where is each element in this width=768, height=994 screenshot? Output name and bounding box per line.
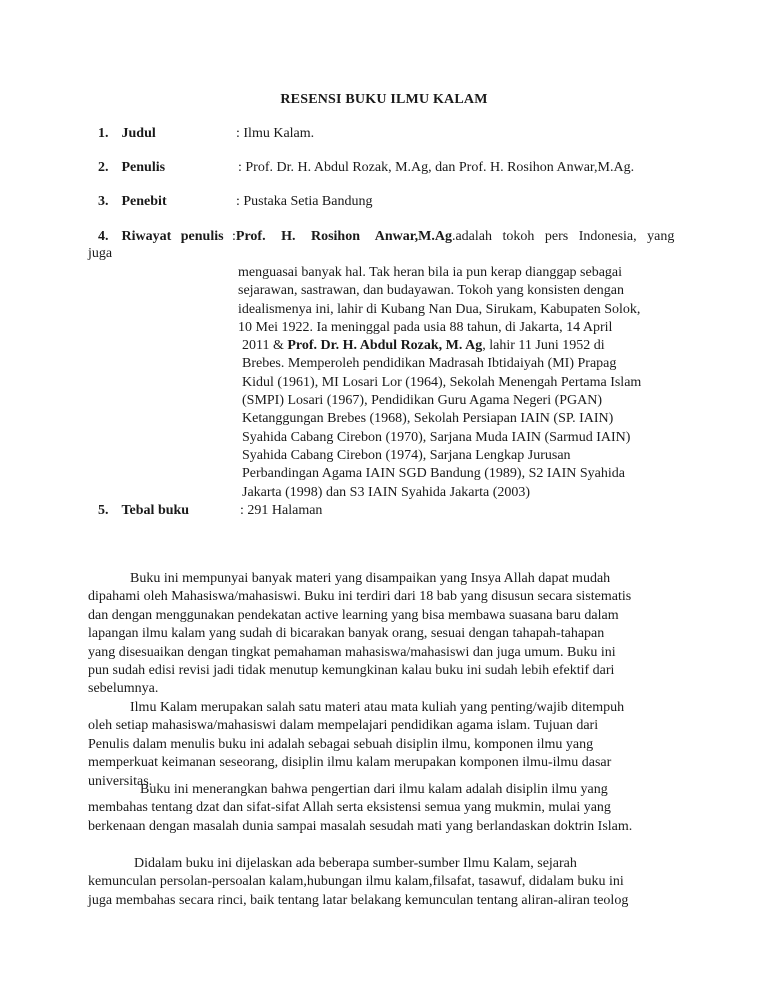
riwayat-line: Syahida Cabang Cirebon (1974), Sarjana Lengkap Jurusan bbox=[242, 447, 571, 463]
riwayat-line bbox=[238, 337, 678, 355]
riwayat-line5-bold: Prof. Dr. H. Abdul Rozak, M. Ag bbox=[287, 338, 483, 354]
riwayat-line: (SMPI) Losari (1967), Pendidikan Guru Agama Negeri (PGAN) bbox=[242, 393, 603, 409]
paragraph-line: Buku ini menerangkan bahwa pengertian dari ilmu kalam adalah disiplin ilmu yang bbox=[140, 782, 608, 797]
riwayat-body bbox=[238, 264, 678, 502]
field-label: Riwayat penulis bbox=[121, 229, 224, 244]
field-value-penerbit: : Pustaka Setia Bandung bbox=[236, 194, 373, 209]
field-value-penulis: : Prof. Dr. H. Abdul Rozak, M.Ag, dan Prof. H. Rosihon Anwar,M.Ag. bbox=[238, 160, 635, 175]
riwayat-line: idealismenya ini, lahir di Kubang Nan Dua, Sirukam, Kabupaten Solok, bbox=[238, 301, 641, 317]
riwayat-line: 10 Mei 1922. Ia meninggal pada usia 88 tahun, di Jakarta, 14 April bbox=[238, 319, 613, 335]
riwayat-line: Jakarta (1998) dan S3 IAIN Syahida Jakarta (2003) bbox=[242, 484, 531, 500]
field-penulis bbox=[98, 160, 165, 176]
page-title: RESENSI BUKU ILMU KALAM bbox=[280, 92, 488, 107]
paragraph-line: lapangan ilmu kalam yang sudah di bicarakan banyak orang, sesuai dengan tahapah-tahapan bbox=[88, 626, 605, 642]
paragraph-line: Ilmu Kalam merupakan salah satu materi atau mata kuliah yang penting/wajib ditempuh bbox=[130, 700, 625, 715]
paragraph-line: sebelumnya. bbox=[88, 681, 159, 697]
riwayat-line: Ketanggungan Brebes (1968), Sekolah Persiapan IAIN (SP. IAIN) bbox=[242, 411, 614, 427]
riwayat-wrap-word: juga bbox=[88, 246, 113, 261]
field-label: Penebit bbox=[121, 194, 167, 209]
field-label: Tebal buku bbox=[121, 503, 190, 518]
paragraph-line: universitas. bbox=[88, 773, 153, 789]
riwayat-line5-post: , lahir 11 Juni 1952 di bbox=[482, 338, 605, 354]
field-label: Judul bbox=[121, 126, 156, 141]
field-tebal bbox=[98, 503, 189, 519]
paragraph-line: membahas tentang dzat dan sifat-sifat Allah serta eksistensi semua yang mukmin, mulai yang bbox=[88, 800, 611, 816]
paragraph-3 bbox=[88, 781, 678, 836]
paragraph-line: berkenaan dengan masalah dunia sampai masalah sesudah mati yang berlandaskan doktrin Islam. bbox=[88, 818, 633, 834]
paragraph-4 bbox=[88, 855, 678, 910]
paragraph-line: oleh setiap mahasiswa/mahasiswi dalam mempelajari pendidikan agama islam. Tujuan dari bbox=[88, 718, 599, 734]
riwayat-line: Syahida Cabang Cirebon (1970), Sarjana Muda IAIN (Sarmud IAIN) bbox=[242, 429, 631, 445]
paragraph-line: yang disesuaikan dengan tingkat pemahaman mahasiswa/mahasiswi dan juga umum. Buku ini bbox=[88, 644, 616, 660]
paragraph-line: dan dengan menggunakan pendekatan active learning yang bisa membawa suasana baru dalam bbox=[88, 607, 619, 623]
riwayat-line: sejarawan, sastrawan, dan budayawan. Tokoh yang konsisten dengan bbox=[238, 283, 624, 299]
field-number: 3. bbox=[98, 194, 109, 209]
riwayat-line5-pre: 2011 & bbox=[242, 338, 288, 354]
field-riwayat bbox=[98, 229, 224, 245]
paragraph-1 bbox=[88, 570, 678, 699]
riwayat-bold-name: Prof. H. Rosihon Anwar,M.Ag bbox=[235, 229, 452, 244]
field-judul bbox=[98, 126, 156, 142]
paragraph-line: Didalam buku ini dijelaskan ada beberapa sumber-sumber Ilmu Kalam, sejarah bbox=[134, 856, 577, 871]
paragraph-line: juga membahas secara rinci, baik tentang latar belakang kemunculan tentang aliran-aliran teolog bbox=[88, 892, 629, 908]
riwayat-colon: : bbox=[232, 229, 236, 244]
riwayat-line: Perbandingan Agama IAIN SGD Bandung (1989), S2 IAIN Syahida bbox=[242, 466, 625, 482]
field-value-judul: : Ilmu Kalam. bbox=[236, 126, 315, 141]
field-number: 5. bbox=[98, 503, 109, 518]
field-number: 4. bbox=[98, 229, 109, 244]
paragraph-line: kemunculan persolan-persoalan kalam,hubungan ilmu kalam,filsafat, tasawuf, didalam buku ini bbox=[88, 874, 624, 890]
field-value-tebal: : 291 Halaman bbox=[240, 503, 323, 518]
riwayat-line: Kidul (1961), MI Losari Lor (1964), Sekolah Menengah Pertama Islam bbox=[242, 374, 642, 390]
field-number: 2. bbox=[98, 160, 109, 175]
paragraph-line: dipahami oleh Mahasiswa/mahasiswi. Buku ini terdiri dari 18 bab yang disusun secara sistematis bbox=[88, 589, 632, 605]
paragraph-line: Buku ini mempunyai banyak materi yang disampaikan yang Insya Allah dapat mudah bbox=[130, 571, 611, 586]
riwayat-line: menguasai banyak hal. Tak heran bila ia pun kerap dianggap sebagai bbox=[238, 265, 623, 280]
field-penerbit bbox=[98, 194, 167, 210]
riwayat-first-line-rest: .adalah tokoh pers Indonesia, yang bbox=[451, 229, 675, 244]
paragraph-line: memperkuat keimanan seseorang, disiplin ilmu kalam merupakan komponen ilmu-ilmu dasar bbox=[88, 755, 612, 771]
paragraph-2 bbox=[88, 699, 678, 791]
riwayat-line: Brebes. Memperoleh pendidikan Madrasah Ibtidaiyah (MI) Prapag bbox=[242, 356, 617, 372]
riwayat-first-line bbox=[232, 229, 674, 245]
paragraph-line: pun sudah edisi revisi jadi tidak menutup kemungkinan kalau buku ini sudah lebih efektif dari bbox=[88, 663, 615, 679]
field-number: 1. bbox=[98, 126, 109, 141]
paragraph-line: Penulis dalam menulis buku ini adalah sebagai sebuah disiplin ilmu, komponen ilmu yang bbox=[88, 736, 594, 752]
field-label: Penulis bbox=[121, 160, 166, 175]
